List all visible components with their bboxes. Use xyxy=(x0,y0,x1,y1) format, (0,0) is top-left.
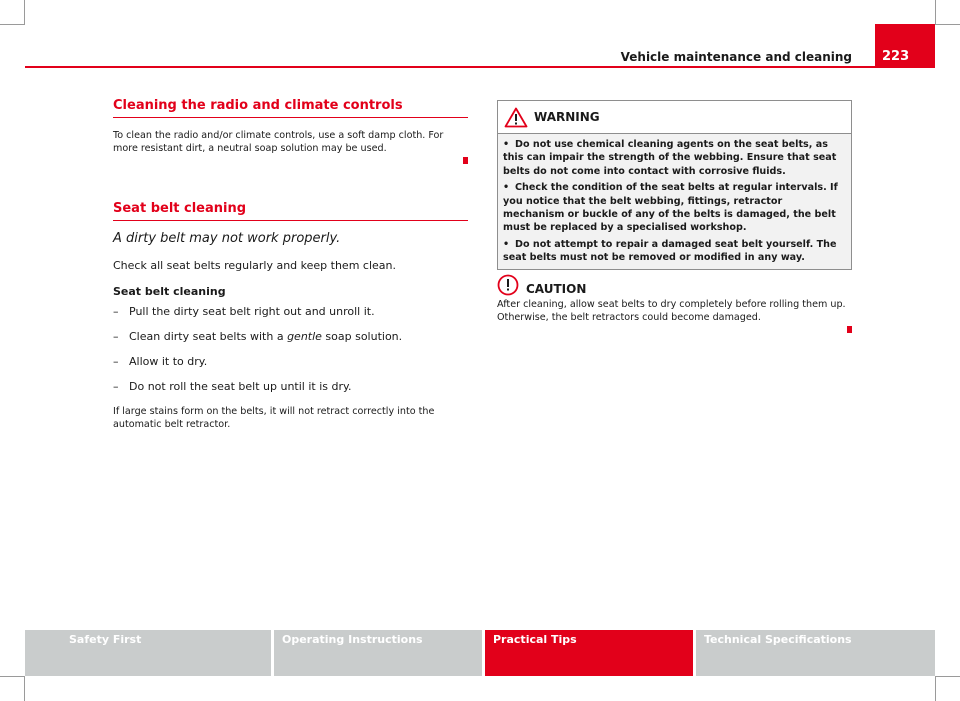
warning-item-text: Do not attempt to repair a damaged seat belt yourself. The seat belts must not be removed or modified in any way. xyxy=(503,238,837,264)
step-emphasis: gentle xyxy=(287,330,322,343)
running-header: Vehicle maintenance and cleaning xyxy=(620,50,852,64)
section-subtitle: A dirty belt may not work properly. xyxy=(113,231,341,246)
header-rule xyxy=(25,66,935,68)
end-mark-icon xyxy=(847,326,852,333)
list-item xyxy=(113,329,468,344)
footer-tab-operating-instructions[interactable]: Operating Instructions xyxy=(274,630,482,676)
radio-cleaning-text: To clean the radio and/or climate controls, use a soft damp cloth. For more resistant dirt, a neutral soap solution may be used. xyxy=(113,130,444,154)
warning-body xyxy=(498,134,851,269)
bullet-marker: • xyxy=(503,182,510,194)
right-column xyxy=(497,100,852,270)
crop-mark xyxy=(24,676,25,701)
bullet-marker: • xyxy=(503,139,510,150)
crop-mark xyxy=(24,0,25,25)
dash-marker: – xyxy=(113,355,119,368)
list-item xyxy=(113,304,468,319)
warning-title: WARNING xyxy=(534,110,600,124)
crop-mark xyxy=(935,24,960,25)
step-text: Clean dirty seat belts with a xyxy=(129,330,288,343)
caution-title: CAUTION xyxy=(526,282,587,296)
warning-item xyxy=(503,138,845,178)
warning-item xyxy=(503,181,845,235)
crop-mark xyxy=(935,0,936,25)
footer-tab-practical-tips[interactable]: Practical Tips xyxy=(485,630,693,676)
caution-text: After cleaning, allow seat belts to dry completely before rolling them up. Otherwise, the belt retractors could become damaged. xyxy=(497,299,846,323)
section-heading-seat-belt: Seat belt cleaning xyxy=(113,201,468,221)
end-mark-icon xyxy=(463,157,468,164)
crop-mark xyxy=(0,24,25,25)
list-item xyxy=(113,379,468,394)
step-text: Allow it to dry. xyxy=(129,355,208,368)
warning-triangle-icon xyxy=(504,107,528,128)
warning-item-text: Do not use chemical cleaning agents on the seat belts, as this can impair the strength of the webbing. Ensure that seat belts do not come into contact with corrosive fluids. xyxy=(503,139,837,177)
note-text: If large stains form on the belts, it will not retract correctly into the automatic belt retractor. xyxy=(113,406,435,430)
list-item xyxy=(113,354,468,369)
left-column xyxy=(113,98,468,431)
procedure-title: Seat belt cleaning xyxy=(113,285,226,298)
step-text: soap solution. xyxy=(321,330,403,343)
footer-tab-safety-first[interactable]: Safety First xyxy=(25,630,271,676)
footer-tab-technical-specifications[interactable]: Technical Specifications xyxy=(696,630,935,676)
dash-marker: – xyxy=(113,305,119,318)
warning-item xyxy=(503,238,845,265)
section-heading-radio: Cleaning the radio and climate controls xyxy=(113,98,468,118)
page-number: 223 xyxy=(882,49,910,64)
caution-header xyxy=(497,274,697,296)
step-text: Pull the dirty seat belt right out and unroll it. xyxy=(129,305,375,318)
warning-header xyxy=(498,101,851,134)
step-text: Do not roll the seat belt up until it is dry. xyxy=(129,380,352,393)
caution-section xyxy=(497,298,852,337)
warning-item-text: Check the condition of the seat belts at regular intervals. If you notice that the belt webbing, fittings, retractor mechanism or buckle of any of the belts is damaged, the belt must be replaced by a specialised workshop. xyxy=(503,182,838,234)
crop-mark xyxy=(0,676,25,677)
exclamation-circle-icon xyxy=(497,274,519,296)
crop-mark xyxy=(935,676,960,677)
crop-mark xyxy=(935,676,936,701)
dash-marker: – xyxy=(113,330,119,343)
dash-marker: – xyxy=(113,380,119,393)
intro-text: Check all seat belts regularly and keep them clean. xyxy=(113,259,396,272)
warning-box xyxy=(497,100,852,270)
bullet-marker: • xyxy=(503,238,510,250)
